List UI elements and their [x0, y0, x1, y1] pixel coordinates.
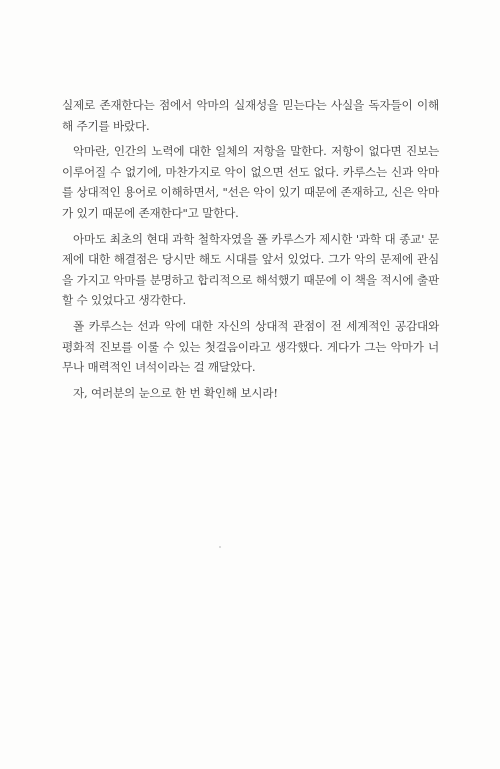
paragraph-3: 아마도 최초의 현대 과학 철학자였을 폴 카루스가 제시한 '과학 대 종교' 문제에 대한 해결점은 당시만 해도 시대를 앞서 있었다. 그가 악의 문제에 관심을 가지고 악마를 분명하고 합리적으로 해석했기 때문에 이 책을 적시에 출판할 수 있었다고 생각한다.	[62, 231, 439, 308]
paper-speck	[219, 546, 221, 548]
paragraph-5: 자, 여러분의 눈으로 한 번 확인해 보시라!	[73, 385, 278, 400]
paragraph-4: 폴 카루스는 선과 악에 대한 자신의 상대적 관점이 전 세계적인 공감대와 평화적 진보를 이룰 수 있는 첫걸음이라고 생각했다. 게다가 그는 악마가 너무나 매력적인 녀석이라는 걸 깨달았다.	[62, 318, 439, 375]
body-text	[62, 95, 439, 408]
paragraph-2: 악마란, 인간의 노력에 대한 일체의 저항을 말한다. 저항이 없다면 진보는 이루어질 수 없기에, 마찬가지로 악이 없으면 선도 없다. 카루스는 신과 악마를 상대적인 용어로 이해하면서, "선은 악이 있기 때문에 존재하고, 신은 악마가 있기 때문에 존재한다"고 말한다.	[62, 144, 439, 220]
paragraph-1: 실제로 존재한다는 점에서 악마의 실재성을 믿는다는 사실을 독자들이 이해해 주기를 바랐다.	[62, 98, 439, 133]
